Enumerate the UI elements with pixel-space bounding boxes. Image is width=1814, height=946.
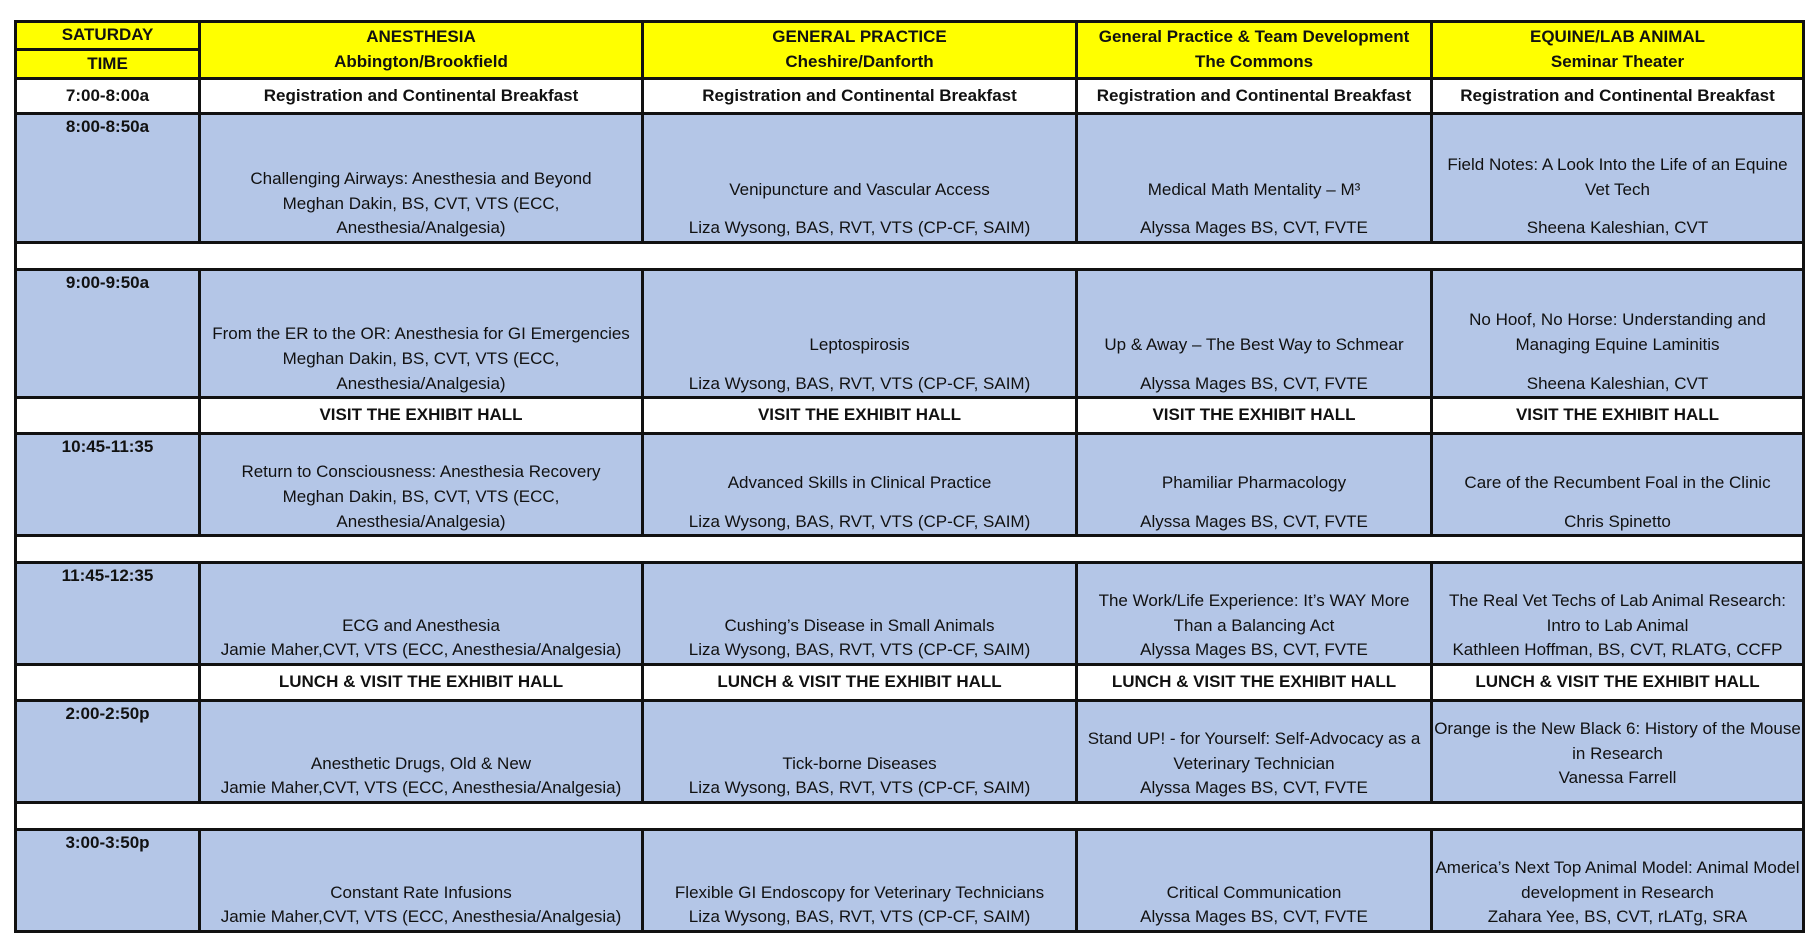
session-time: 9:00-9:50a <box>16 269 200 398</box>
session-speaker: Liza Wysong, BAS, RVT, VTS (CP-CF, SAIM) <box>688 218 1031 238</box>
session-cell <box>1432 114 1804 243</box>
track-name: EQUINE/LAB ANIMAL <box>1529 27 1706 47</box>
session-title: The Work/Life Experience: It’s WAY More Than a Balancing Act <box>1098 591 1410 635</box>
break-label: VISIT THE EXHIBIT HALL <box>1432 398 1804 434</box>
session-cell <box>1432 829 1804 931</box>
session-speaker: Jamie Maher,CVT, VTS (ECC, Anesthesia/Analgesia) <box>220 907 622 927</box>
session-cell <box>1077 434 1432 536</box>
session-speaker: Jamie Maher,CVT, VTS (ECC, Anesthesia/Analgesia) <box>220 778 622 798</box>
session-speaker: Liza Wysong, BAS, RVT, VTS (CP-CF, SAIM) <box>688 640 1031 660</box>
track-header-general-practice <box>643 22 1077 79</box>
session-cell <box>200 829 643 931</box>
track-header-team-development <box>1077 22 1432 79</box>
session-speaker: Alyssa Mages BS, CVT, FVTE <box>1140 778 1368 798</box>
session-cell <box>200 269 643 398</box>
registration-cell: Registration and Continental Breakfast <box>200 78 643 114</box>
session-cell <box>1077 269 1432 398</box>
break-row-lunch <box>16 665 1804 701</box>
session-speaker: Liza Wysong, BAS, RVT, VTS (CP-CF, SAIM) <box>688 778 1031 798</box>
session-title: Orange is the New Black 6: History of the Mouse in Research <box>1434 719 1801 763</box>
day-label: SATURDAY <box>16 22 200 50</box>
session-speaker: Vanessa Farrell <box>1558 768 1677 788</box>
session-title: Cushing’s Disease in Small Animals <box>724 615 995 635</box>
session-row <box>16 829 1804 931</box>
session-speaker: Alyssa Mages BS, CVT, FVTE <box>1140 511 1368 531</box>
registration-row <box>16 78 1804 114</box>
spacer-row <box>16 243 1804 270</box>
session-cell <box>200 114 643 243</box>
session-speaker: Zahara Yee, BS, CVT, rLATg, SRA <box>1487 907 1748 927</box>
break-label: VISIT THE EXHIBIT HALL <box>1077 398 1432 434</box>
session-cell <box>643 829 1077 931</box>
session-cell <box>643 700 1077 802</box>
track-room: Seminar Theater <box>1550 51 1685 71</box>
session-cell <box>1077 562 1432 664</box>
session-cell <box>200 700 643 802</box>
session-speaker: Liza Wysong, BAS, RVT, VTS (CP-CF, SAIM) <box>688 373 1031 393</box>
spacer-row <box>16 803 1804 830</box>
session-cell <box>1077 114 1432 243</box>
session-title: Medical Math Mentality – M³ <box>1147 179 1361 199</box>
session-cell <box>643 114 1077 243</box>
session-title: Anesthetic Drugs, Old & New <box>310 753 532 773</box>
schedule-table <box>14 20 1805 933</box>
registration-cell: Registration and Continental Breakfast <box>643 78 1077 114</box>
session-title: Constant Rate Infusions <box>330 882 512 902</box>
session-title: Venipuncture and Vascular Access <box>729 179 990 199</box>
break-label: VISIT THE EXHIBIT HALL <box>643 398 1077 434</box>
session-title: Stand UP! - for Yourself: Self-Advocacy as a Veterinary Technician <box>1087 729 1421 773</box>
session-title: America’s Next Top Animal Model: Animal Model development in Research <box>1435 858 1800 902</box>
session-speaker: Kathleen Hoffman, BS, CVT, RLATG, CCFP <box>1452 640 1783 660</box>
spacer-row <box>16 536 1804 563</box>
session-row <box>16 269 1804 398</box>
session-title: From the ER to the OR: Anesthesia for GI Emergencies <box>212 324 630 344</box>
session-title: No Hoof, No Horse: Understanding and Managing Equine Laminitis <box>1469 310 1766 355</box>
break-label: LUNCH & VISIT THE EXHIBIT HALL <box>1432 665 1804 701</box>
session-title: The Real Vet Techs of Lab Animal Research: Intro to Lab Animal <box>1448 591 1787 635</box>
session-title: Advanced Skills in Clinical Practice <box>727 473 992 493</box>
session-cell <box>643 562 1077 664</box>
session-title: Care of the Recumbent Foal in the Clinic <box>1464 473 1771 493</box>
track-header-equine-lab <box>1432 22 1804 79</box>
track-name: General Practice & Team Development <box>1098 27 1410 47</box>
session-title: Challenging Airways: Anesthesia and Beyond <box>250 169 592 189</box>
session-speaker: Meghan Dakin, BS, CVT, VTS (ECC, Anesthesia/Analgesia) <box>282 487 560 531</box>
header-row-tracks <box>16 22 1804 50</box>
session-title: Up & Away – The Best Way to Schmear <box>1104 335 1404 355</box>
session-title: Field Notes: A Look Into the Life of an Equine Vet Tech <box>1447 155 1788 199</box>
session-time: 8:00-8:50a <box>16 114 200 243</box>
session-cell <box>1077 829 1432 931</box>
track-room: Cheshire/Danforth <box>785 51 934 71</box>
session-time: 3:00-3:50p <box>16 829 200 931</box>
session-speaker: Liza Wysong, BAS, RVT, VTS (CP-CF, SAIM) <box>688 907 1031 927</box>
session-title: ECG and Anesthesia <box>342 615 500 635</box>
session-time: 10:45-11:35 <box>16 434 200 536</box>
time-column-label: TIME <box>16 50 200 78</box>
track-name: GENERAL PRACTICE <box>772 27 947 47</box>
session-row <box>16 434 1804 536</box>
session-row <box>16 114 1804 243</box>
session-title: Critical Communication <box>1166 882 1342 902</box>
session-title: Phamiliar Pharmacology <box>1161 473 1347 493</box>
session-speaker: Alyssa Mages BS, CVT, FVTE <box>1140 640 1368 660</box>
session-speaker: Chris Spinetto <box>1564 511 1671 531</box>
session-cell <box>1077 700 1432 802</box>
registration-time: 7:00-8:00a <box>16 78 200 114</box>
session-time: 11:45-12:35 <box>16 562 200 664</box>
session-cell <box>643 269 1077 398</box>
session-cell <box>200 434 643 536</box>
session-title: Leptospirosis <box>809 335 910 355</box>
track-header-anesthesia <box>200 22 643 79</box>
session-cell <box>1432 562 1804 664</box>
registration-cell: Registration and Continental Breakfast <box>1432 78 1804 114</box>
session-speaker: Liza Wysong, BAS, RVT, VTS (CP-CF, SAIM) <box>688 511 1031 531</box>
session-title: Flexible GI Endoscopy for Veterinary Technicians <box>674 882 1045 902</box>
session-cell <box>1432 700 1804 802</box>
session-title: Tick-borne Diseases <box>782 753 937 773</box>
session-cell <box>643 434 1077 536</box>
session-cell <box>200 562 643 664</box>
session-row <box>16 562 1804 664</box>
session-title: Return to Consciousness: Anesthesia Recovery <box>241 462 601 482</box>
session-speaker: Meghan Dakin, BS, CVT, VTS (ECC, Anesthesia/Analgesia) <box>282 193 560 238</box>
session-speaker: Alyssa Mages BS, CVT, FVTE <box>1140 373 1368 393</box>
session-speaker: Alyssa Mages BS, CVT, FVTE <box>1140 907 1368 927</box>
session-speaker: Alyssa Mages BS, CVT, FVTE <box>1140 218 1368 238</box>
track-room: Abbington/Brookfield <box>334 51 508 71</box>
break-label: LUNCH & VISIT THE EXHIBIT HALL <box>643 665 1077 701</box>
track-room: The Commons <box>1194 51 1314 71</box>
session-cell <box>1432 269 1804 398</box>
registration-cell: Registration and Continental Breakfast <box>1077 78 1432 114</box>
session-speaker: Meghan Dakin, BS, CVT, VTS (ECC, Anesthesia/Analgesia) <box>282 349 560 393</box>
break-label: LUNCH & VISIT THE EXHIBIT HALL <box>1077 665 1432 701</box>
break-label: VISIT THE EXHIBIT HALL <box>200 398 643 434</box>
break-label: LUNCH & VISIT THE EXHIBIT HALL <box>200 665 643 701</box>
session-speaker: Jamie Maher,CVT, VTS (ECC, Anesthesia/Analgesia) <box>220 640 622 660</box>
session-speaker: Sheena Kaleshian, CVT <box>1526 373 1709 393</box>
session-row <box>16 700 1804 802</box>
break-row-exhibit <box>16 398 1804 434</box>
session-time: 2:00-2:50p <box>16 700 200 802</box>
session-speaker: Sheena Kaleshian, CVT <box>1526 218 1709 238</box>
track-name: ANESTHESIA <box>366 27 476 47</box>
session-cell <box>1432 434 1804 536</box>
